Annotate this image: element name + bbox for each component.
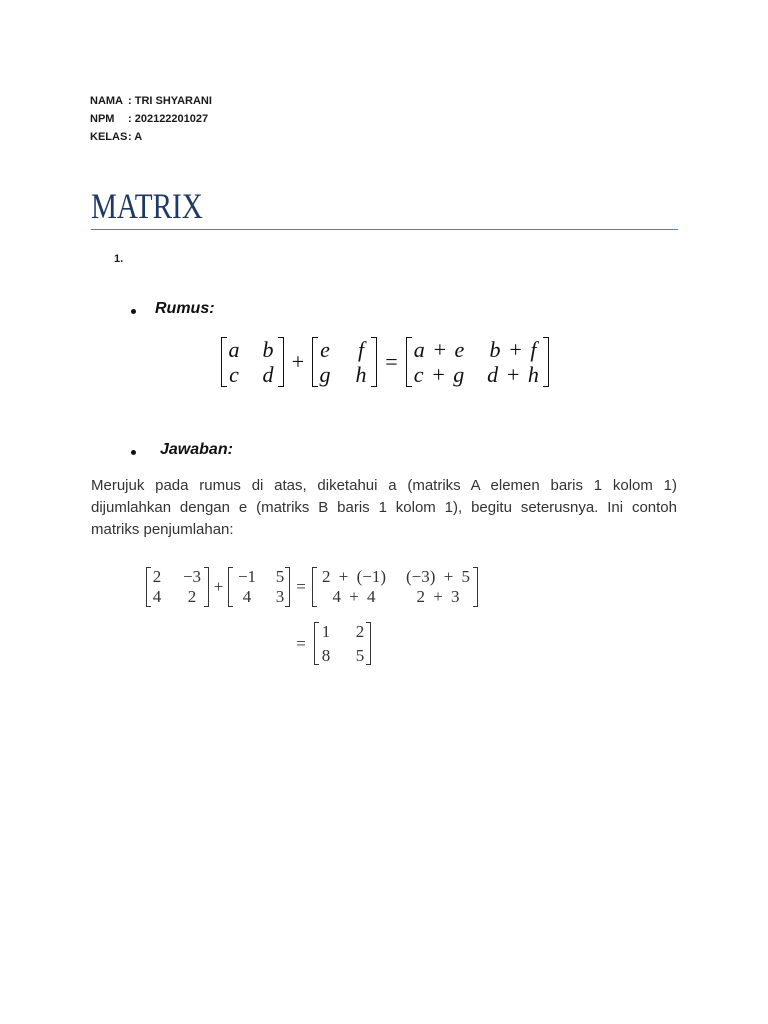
bracket-right <box>543 337 549 387</box>
matrix-cell: a <box>228 337 240 362</box>
info-value: : A <box>128 131 143 143</box>
matrix-cell: d + h <box>487 362 539 387</box>
matrix-entries <box>233 567 285 607</box>
bracket-right <box>473 567 478 607</box>
matrix-cell: 4 <box>242 587 252 606</box>
plus-operator: + <box>291 349 305 374</box>
matrix-left <box>221 337 284 387</box>
matrix-cell: 3 <box>275 587 285 606</box>
equals-operator: = <box>296 633 306 653</box>
matrix-cell: 8 <box>321 645 331 665</box>
bullet-label: Rumus: <box>155 300 215 317</box>
matrix-entries <box>318 337 371 387</box>
paragraph-line: dijumlahkan dengan e (matriks B baris 1 kolom 1), begitu seterusnya. Ini contoh <box>91 499 677 516</box>
matrix-cell: b <box>262 337 274 362</box>
matrix-cell: 5 <box>275 567 285 586</box>
matrix-entries <box>227 337 278 387</box>
matrix-cell: d <box>262 362 274 387</box>
bracket-right <box>366 622 371 665</box>
matrix-cell: f <box>357 337 365 362</box>
info-label: NAMA <box>90 95 123 107</box>
matrix-cell: h <box>355 362 367 387</box>
matrix-cell: 2 <box>152 567 162 586</box>
matrix-cell: e <box>320 337 330 362</box>
matrix-cell: 4 <box>152 587 162 606</box>
matrix-cell: 5 <box>355 645 365 665</box>
matrix-cell: b + f <box>489 337 537 362</box>
paragraph-line: Merujuk pada rumus di atas, diketahui a (matriks A elemen baris 1 kolom 1) <box>91 477 677 494</box>
matrix-entries <box>317 567 473 607</box>
matrix-cell: c <box>229 362 239 387</box>
paragraph-line: matriks penjumlahan: <box>91 521 234 538</box>
matrix-cell: 2 <box>187 587 197 606</box>
formula-general <box>221 337 549 387</box>
matrix-cell: 1 <box>321 622 331 641</box>
matrix-entries <box>319 622 366 665</box>
info-row-nama <box>90 92 212 110</box>
matrix-cell: 2 + (−1) <box>322 567 386 586</box>
matrix-right <box>228 567 290 607</box>
matrix-result <box>314 622 371 665</box>
list-number: 1. <box>114 253 124 265</box>
matrix-cell: c + g <box>413 362 465 387</box>
info-value: : 202122201027 <box>128 113 209 125</box>
student-info <box>90 92 212 146</box>
matrix-cell: −1 <box>237 567 257 586</box>
equals-operator: = <box>385 349 398 374</box>
matrix-cell: a + e <box>413 337 465 362</box>
bullet-rumus <box>131 299 215 319</box>
info-value: : TRI SHYARANI <box>128 95 212 107</box>
matrix-right <box>312 337 377 387</box>
matrix-cell: (−3) + 5 <box>406 567 470 586</box>
matrix-entries <box>412 337 543 387</box>
page-title: MATRIX <box>91 186 203 226</box>
matrix-entries <box>151 567 204 607</box>
bullet-dot <box>131 450 136 455</box>
matrix-cell: 2 + 3 <box>416 587 460 606</box>
bullet-jawaban <box>131 440 233 460</box>
info-row-kelas <box>90 128 212 146</box>
bullet-dot <box>131 309 136 314</box>
info-row-npm <box>90 110 212 128</box>
matrix-cell: g <box>319 362 331 387</box>
formula-example-result <box>290 622 371 665</box>
info-label: NPM <box>90 113 115 125</box>
matrix-sum <box>406 337 549 387</box>
title-underline <box>91 229 678 230</box>
matrix-left <box>146 567 209 607</box>
equals-operator: = <box>296 577 306 596</box>
matrix-cell: 2 <box>355 622 365 641</box>
matrix-cell: 4 + 4 <box>332 587 376 606</box>
info-label: KELAS <box>90 131 128 143</box>
bullet-label: Jawaban: <box>160 441 233 458</box>
formula-example <box>146 567 478 607</box>
plus-operator: + <box>213 577 224 596</box>
matrix-sum <box>312 567 478 607</box>
answer-paragraph <box>91 475 677 541</box>
matrix-cell: −3 <box>182 567 202 586</box>
